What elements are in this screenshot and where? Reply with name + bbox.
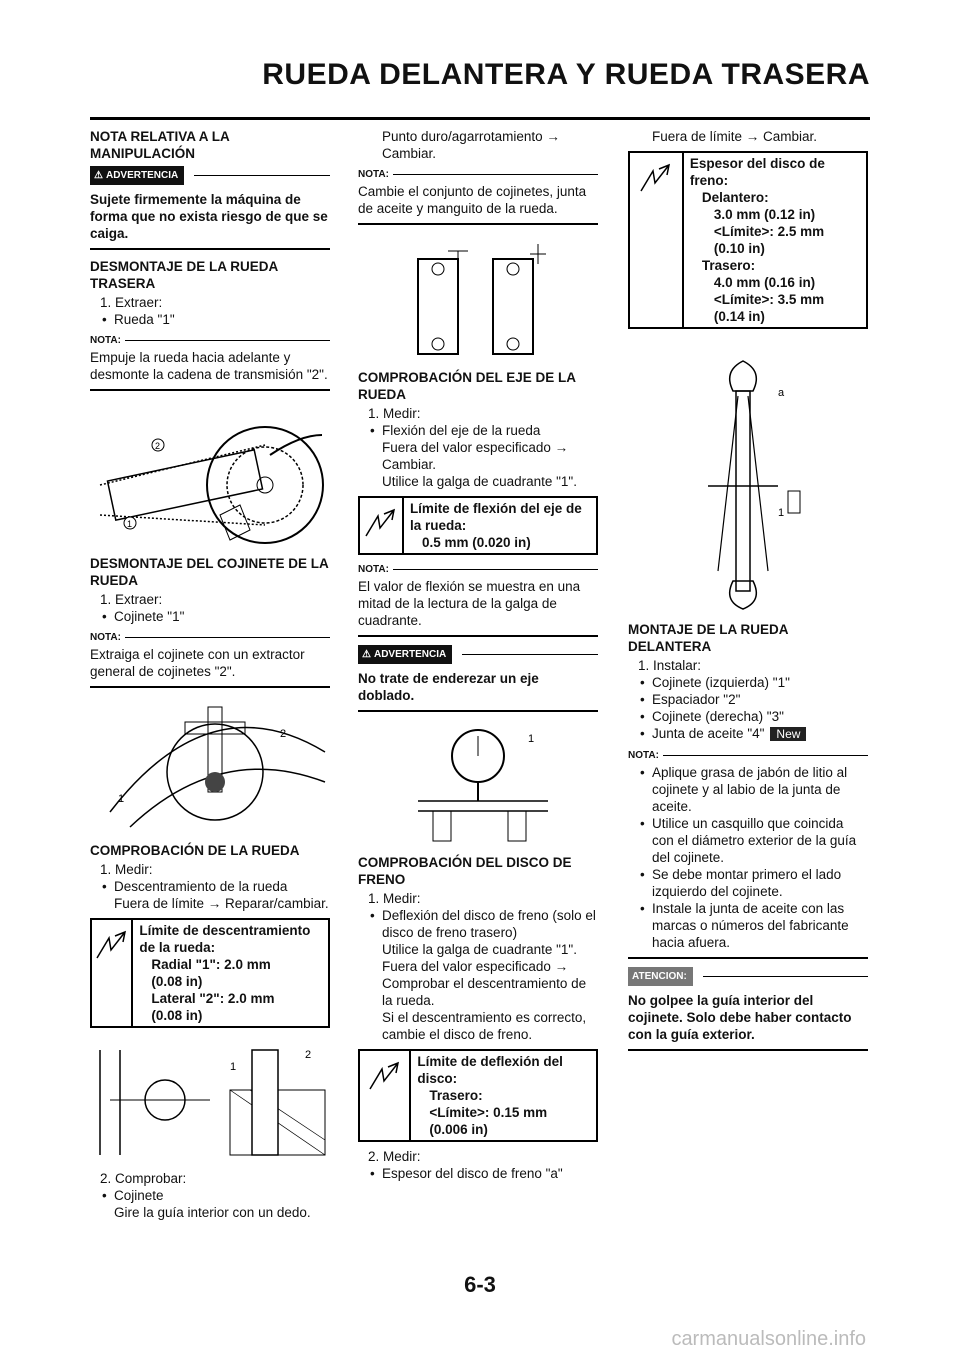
warning-tag: ⚠ ADVERTENCIA (90, 166, 184, 185)
section-title: DESMONTAJE DE LA RUEDA TRASERA (90, 259, 278, 291)
column-3: Fuera de límite → Cambiar. Espesor del disco de freno: Delantero: 3.0 mm (0.12 in) <Límite>: 2.5 mm (0.10 in) Trasero: 4.0 mm (0.16 in) <Límite>: 3.5 mm (0.14 in) a 1 MONTAJE DE LA RUEDA DELANTERA 1. Instalar: • Cojinete (izquierda) "1" • Espaciador "2" • Cojinete (derecha) "3" • Junta de aceite "4" New NOTA: • Aplique grasa de jabón de litio al cojinete y al labio de la junta de aceite. • Utilice un casquillo que coincida con el diámetro exterior de la guía del cojinete. • Se debe montar primero el lado izquierdo del cojinete. • Instale la junta de aceite con las marcas o números del fabricante hacia afuera. ATENCION: No golpee la guía interior del cojinete. Solo debe haber contacto con la guía exterior. (628, 128, 868, 1059)
rear-wheel-chain-figure (90, 405, 330, 545)
note-text: Extraiga el cojinete con un extractor general de cojinetes "2". (90, 647, 305, 679)
caution-header (628, 967, 868, 986)
section-title: COMPROBACIÓN DEL EJE DE LA RUEDA (358, 370, 576, 402)
section-title: MONTAJE DE LA RUEDA DELANTERA (628, 622, 789, 654)
column-2: Punto duro/agarrotamiento → Cambiar. NOTA: Cambie el conjunto de cojinetes, junta de aceite y manguito de la rueda. COMPROBACIÓN DEL EJE DE LA RUEDA 1. Medir: • Flexión del eje de la rueda Fuera del valor especificado → Cambiar. Utilice la galga de cuadrante "1". Límite de flexión del eje de la rueda: 0.5 mm (0.020 in) NOTA: El valor de flexión se muestra en una mitad de la lectura de la galga de cuadrante. ⚠ ADVERTENCIA No trate de enderezar un eje doblado. 1 COMPROBACIÓN DEL DISCO DE FRENO 1. Medir: • Deflexión del disco de freno (solo el disco de freno trasero) Utilice la galga de cuadrante "1". Fuera del valor especificado → Comprobar el descentramiento de la rueda. Si el descentramiento es correcto, cambie el disco de freno. Límite de deflexión del disco: Trasero: <Límite>: 0.15 mm (0.006 in) 2. Medir: • Espesor del disco de freno "a" (358, 128, 598, 1182)
warning-tag: ⚠ ADVERTENCIA (358, 645, 452, 664)
section-title: COMPROBACIÓN DEL DISCO DE FRENO (358, 855, 572, 887)
label-2: 2 (280, 728, 287, 740)
warning-text: No trate de enderezar un eje doblado. (358, 671, 539, 703)
bullet: • Cojinete (90, 1187, 330, 1204)
bullet-continuation: Fuera de límite → Reparar/cambiar. (114, 896, 329, 911)
new-badge: New (770, 727, 806, 741)
column-1 (90, 128, 330, 1221)
label-1: 1 (118, 793, 125, 805)
spec-box: Espesor del disco de freno: Delantero: 3.0 mm (0.12 in) <Límite>: 2.5 mm (0.10 in) Trasero: 4.0 mm (0.16 in) <Límite>: 3.5 mm (0.14 in) (628, 151, 868, 329)
note-text: Empuje la rueda hacia adelante y desmonte la cadena de transmisión "2". (90, 350, 328, 382)
note-text: El valor de flexión se muestra en una mitad de la lectura de la galga de cuadrante. (358, 579, 581, 628)
note-header: NOTA: (90, 332, 330, 349)
spec-box: Límite de descentramiento de la rueda: Radial "1": 2.0 mm (0.08 in) Lateral "2": 2.0 mm (0.08 in) (90, 918, 330, 1028)
caution-tag: ATENCION: (628, 967, 693, 986)
warning-header (90, 166, 330, 185)
label-2: 2 (155, 441, 161, 451)
axle-dial-gauge-figure (358, 726, 598, 844)
step: 1. Medir: (100, 862, 153, 877)
label-1: 1 (127, 519, 133, 529)
bullet: • Cojinete "1" (90, 608, 330, 625)
note-text: Cambie el conjunto de cojinetes, junta de aceite y manguito de la rueda. (358, 184, 587, 216)
disc-thickness-figure (628, 341, 868, 611)
bearing-check-figure (358, 239, 598, 359)
warning-triangle-icon: ⚠ (94, 170, 103, 181)
bullet: • Descentramiento de la rueda (90, 878, 330, 895)
watermark: carmanualsonline.info (671, 1328, 866, 1350)
wheel-runout-figure (90, 1040, 330, 1160)
label-a: a (778, 387, 785, 399)
caution-text: No golpee la guía interior del cojinete. Solo debe haber contacto con la guía exterior. (628, 993, 852, 1042)
bullet-continuation: Gire la guía interior con un dedo. (114, 1205, 311, 1220)
measure-icon (360, 498, 404, 553)
spec-box: Límite de flexión del eje de la rueda: 0.5 mm (0.020 in) (358, 496, 598, 555)
note-header: NOTA: (358, 166, 598, 183)
warning-text: Sujete firmemente la máquina de forma que no exista riesgo de que se caiga. (90, 192, 328, 241)
measure-icon (360, 1051, 411, 1140)
step: 1. Extraer: (100, 592, 163, 607)
bearing-puller-figure (90, 702, 330, 832)
label-2: 2 (305, 1049, 312, 1061)
label-1: 1 (778, 507, 785, 519)
spec-box: Límite de deflexión del disco: Trasero: <Límite>: 0.15 mm (0.006 in) (358, 1049, 598, 1142)
warning-triangle-icon: ⚠ (362, 649, 371, 660)
note-header: NOTA: (628, 747, 868, 764)
page-number: 6-3 (464, 1272, 496, 1297)
note-header: NOTA: (90, 629, 330, 646)
page-title: RUEDA DELANTERA Y RUEDA TRASERA (262, 58, 870, 91)
bullet: • Rueda "1" (90, 311, 330, 328)
label-1: 1 (528, 733, 535, 745)
section-title: DESMONTAJE DEL COJINETE DE LA RUEDA (90, 556, 329, 588)
note-header: NOTA: (358, 561, 598, 578)
warning-header (358, 645, 598, 664)
step: 1. Extraer: (100, 295, 163, 310)
step: 2. Comprobar: (100, 1171, 187, 1186)
measure-icon (630, 153, 684, 327)
section-title: COMPROBACIÓN DE LA RUEDA (90, 843, 300, 858)
label-1: 1 (230, 1061, 237, 1073)
section-title: NOTA RELATIVA A LA MANIPULACIÓN (90, 129, 230, 161)
measure-icon (92, 920, 133, 1026)
header-rule (90, 117, 870, 120)
